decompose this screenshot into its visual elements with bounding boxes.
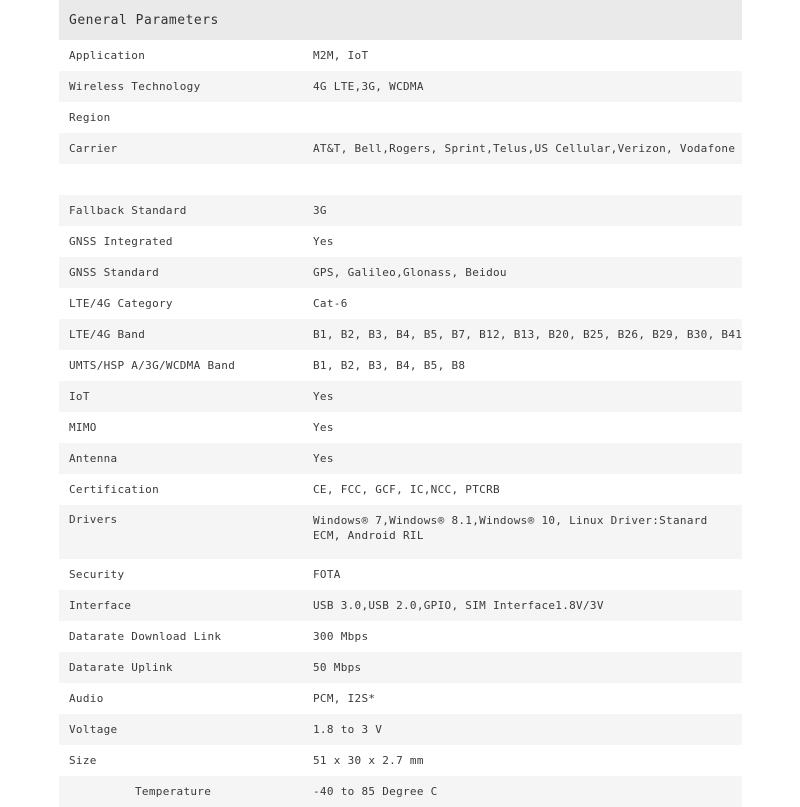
row-value: 1.8 to 3 V [286, 714, 742, 745]
row-value: USB 3.0,USB 2.0,GPIO, SIM Interface1.8V/3V [286, 590, 742, 621]
table-row [59, 319, 742, 350]
row-value: Yes [286, 381, 742, 412]
table-row [59, 474, 742, 505]
row-label: Size [69, 754, 97, 767]
table-row [59, 683, 742, 714]
row-value: -40 to 85 Degree C [286, 776, 742, 807]
row-label: Datarate Download Link [69, 630, 222, 643]
row-label: Antenna [59, 443, 286, 474]
row-label [59, 164, 286, 195]
table-row [59, 257, 742, 288]
table-row [59, 621, 742, 652]
row-value: Yes [286, 443, 742, 474]
row-label: Datarate Uplink [59, 652, 286, 683]
row-value: 4G LTE,3G, WCDMA [286, 71, 742, 102]
row-value: B1, B2, B3, B4, B5, B8 [313, 359, 466, 372]
table-row [59, 412, 742, 443]
table-row [59, 714, 742, 745]
row-label: Voltage [59, 714, 286, 745]
row-value: GPS, Galileo,Glonass, Beidou [286, 257, 742, 288]
row-label: Temperature [59, 776, 286, 807]
row-label: Security [69, 568, 125, 581]
table-row [59, 381, 742, 412]
row-label: GNSS Standard [59, 257, 286, 288]
table-row [59, 559, 742, 590]
table-row [59, 195, 742, 226]
row-label: MIMO [69, 421, 97, 434]
row-label: Wireless Technology [59, 71, 286, 102]
table-row [59, 350, 742, 381]
row-label: Application [69, 49, 146, 62]
table-row [59, 133, 742, 164]
section-header [59, 0, 742, 40]
row-value: 51 x 30 x 2.7 mm [313, 754, 424, 767]
row-label: LTE/4G Band [59, 319, 286, 350]
row-value: 3G [286, 195, 742, 226]
row-label: LTE/4G Category [69, 297, 173, 310]
table-row [59, 71, 742, 102]
row-value: FOTA [313, 568, 341, 581]
table-row [59, 505, 742, 559]
row-value: Windows® 7,Windows® 8.1,Windows® 10, Linux Driver:Stanard ECM, Android RIL [286, 505, 742, 559]
table-row [59, 288, 742, 319]
table-row [59, 590, 742, 621]
row-value: 50 Mbps [286, 652, 742, 683]
spec-sheet [59, 0, 742, 807]
section-title: General Parameters [69, 12, 219, 28]
row-value: PCM, I2S* [313, 692, 376, 705]
row-label: Region [69, 111, 111, 124]
row-value: Cat-6 [313, 297, 348, 310]
row-value [286, 164, 742, 195]
table-row [59, 102, 742, 133]
table-row [59, 776, 742, 807]
row-label: Carrier [59, 133, 286, 164]
row-value: M2M, IoT [313, 49, 369, 62]
row-value: 300 Mbps [313, 630, 369, 643]
row-label: Interface [59, 590, 286, 621]
table-row [59, 164, 742, 195]
spec-table [59, 40, 742, 807]
row-label: Audio [69, 692, 104, 705]
row-value: Yes [313, 235, 334, 248]
row-value [286, 102, 742, 133]
table-row [59, 745, 742, 776]
row-label: Certification [69, 483, 159, 496]
row-label: Fallback Standard [59, 195, 286, 226]
table-row [59, 226, 742, 257]
row-label: UMTS/HSP A/3G/WCDMA Band [69, 359, 236, 372]
row-label: Drivers [59, 505, 286, 559]
row-value: CE, FCC, GCF, IC,NCC, PTCRB [313, 483, 500, 496]
row-value: AT&T, Bell,Rogers, Sprint,Telus,US Cellular,Verizon, Vodafone [286, 133, 742, 164]
row-value: B1, B2, B3, B4, B5, B7, B12, B13, B20, B25, B26, B29, B30, B41 [286, 319, 742, 350]
row-label: IoT [59, 381, 286, 412]
table-row [59, 652, 742, 683]
table-row [59, 40, 742, 71]
table-row [59, 443, 742, 474]
row-value: Yes [313, 421, 334, 434]
row-label: GNSS Integrated [69, 235, 173, 248]
